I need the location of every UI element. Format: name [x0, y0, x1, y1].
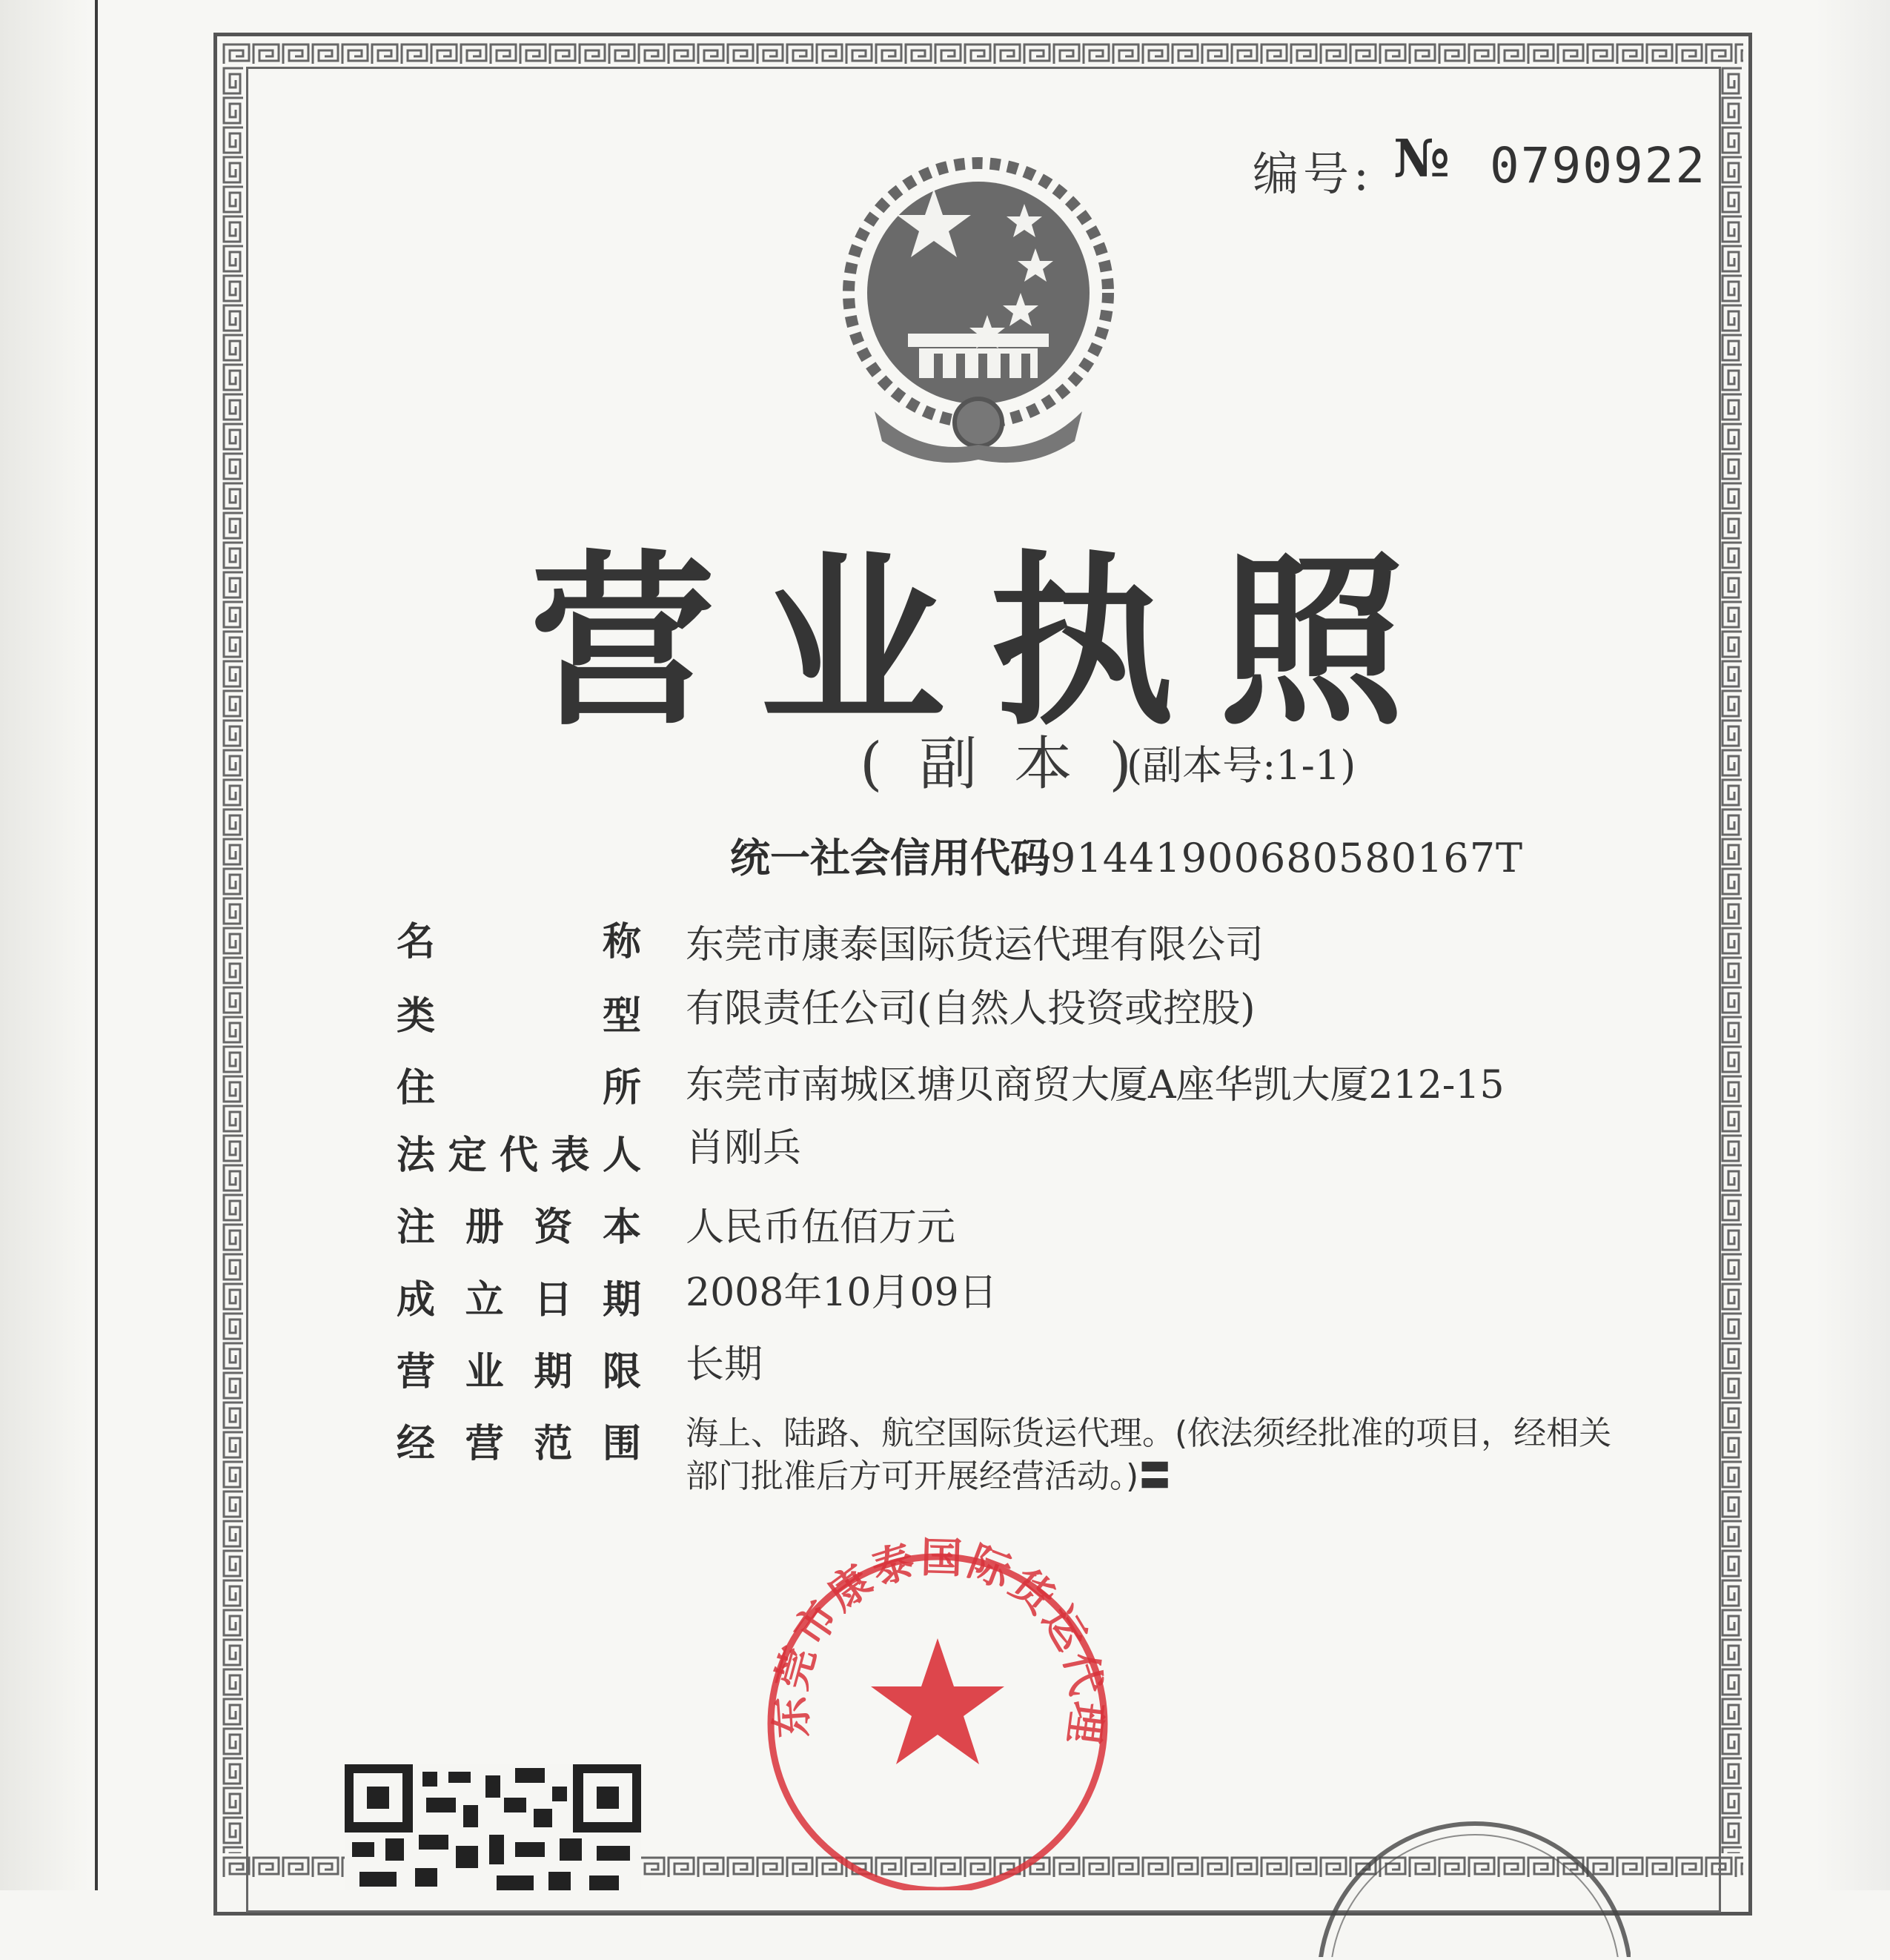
credit-code-label: 统一社会信用代码	[730, 835, 1050, 881]
field-label: 经营范围	[397, 1422, 641, 1466]
field-label: 类型	[397, 994, 641, 1039]
field-value: 长期	[686, 1342, 763, 1387]
qr-code	[345, 1764, 641, 1890]
field-label: 营业期限	[397, 1350, 641, 1394]
star-icon	[871, 1638, 1004, 1764]
license-fields	[397, 910, 1657, 1498]
greek-key-border-right	[1720, 67, 1745, 1853]
field-row-address	[397, 1056, 1657, 1112]
field-label: 名称	[397, 920, 641, 964]
document-title: 营业执照	[530, 534, 1449, 750]
field-value: 东莞市康泰国际货运代理有限公司	[686, 923, 1264, 967]
greek-key-border-top	[222, 42, 1743, 67]
credit-code-value: 91441900680580167T	[1050, 835, 1524, 881]
field-row-name	[397, 910, 1657, 970]
greek-key-border-left	[221, 67, 246, 1853]
field-row-capital	[397, 1196, 1657, 1252]
field-row-term	[397, 1340, 1657, 1396]
field-row-legal-rep	[397, 1124, 1657, 1179]
field-row-type	[397, 984, 1657, 1040]
serial-label: 编号:	[1253, 147, 1373, 201]
field-value: 东莞市南城区塘贝商贸大厦A座华凯大厦212-15	[686, 1063, 1505, 1108]
credit-code-row	[730, 827, 1523, 884]
serial-number: 0790922	[1490, 137, 1707, 194]
scan-edge-line	[95, 0, 98, 1890]
copy-label: (副本)	[860, 731, 1169, 798]
field-label: 法定代表人	[397, 1133, 641, 1178]
field-label: 成立日期	[397, 1278, 641, 1322]
seal-text: 东莞市康泰国际货运代理	[766, 1534, 1112, 1749]
national-emblem-icon	[830, 145, 1127, 471]
serial-number-mark: №	[1393, 128, 1450, 189]
field-label: 注册资本	[397, 1205, 641, 1250]
authority-stamp	[1290, 1809, 1631, 1957]
field-row-established	[397, 1268, 1657, 1324]
field-value: 2008年10月09日	[686, 1271, 998, 1315]
field-value: 海上、陆路、航空国际货运代理。(依法须经批准的项目，经相关部门批准后方可开展经营活动。)〓	[686, 1414, 1612, 1495]
copy-number: (副本号:1-1)	[1127, 742, 1356, 789]
company-seal	[760, 1501, 1115, 1890]
field-value: 人民币伍佰万元	[686, 1205, 956, 1250]
field-value: 有限责任公司(自然人投资或控股)	[686, 987, 1256, 1031]
field-value: 肖刚兵	[686, 1126, 802, 1171]
field-label: 住所	[397, 1066, 641, 1110]
field-row-scope	[397, 1412, 1657, 1498]
